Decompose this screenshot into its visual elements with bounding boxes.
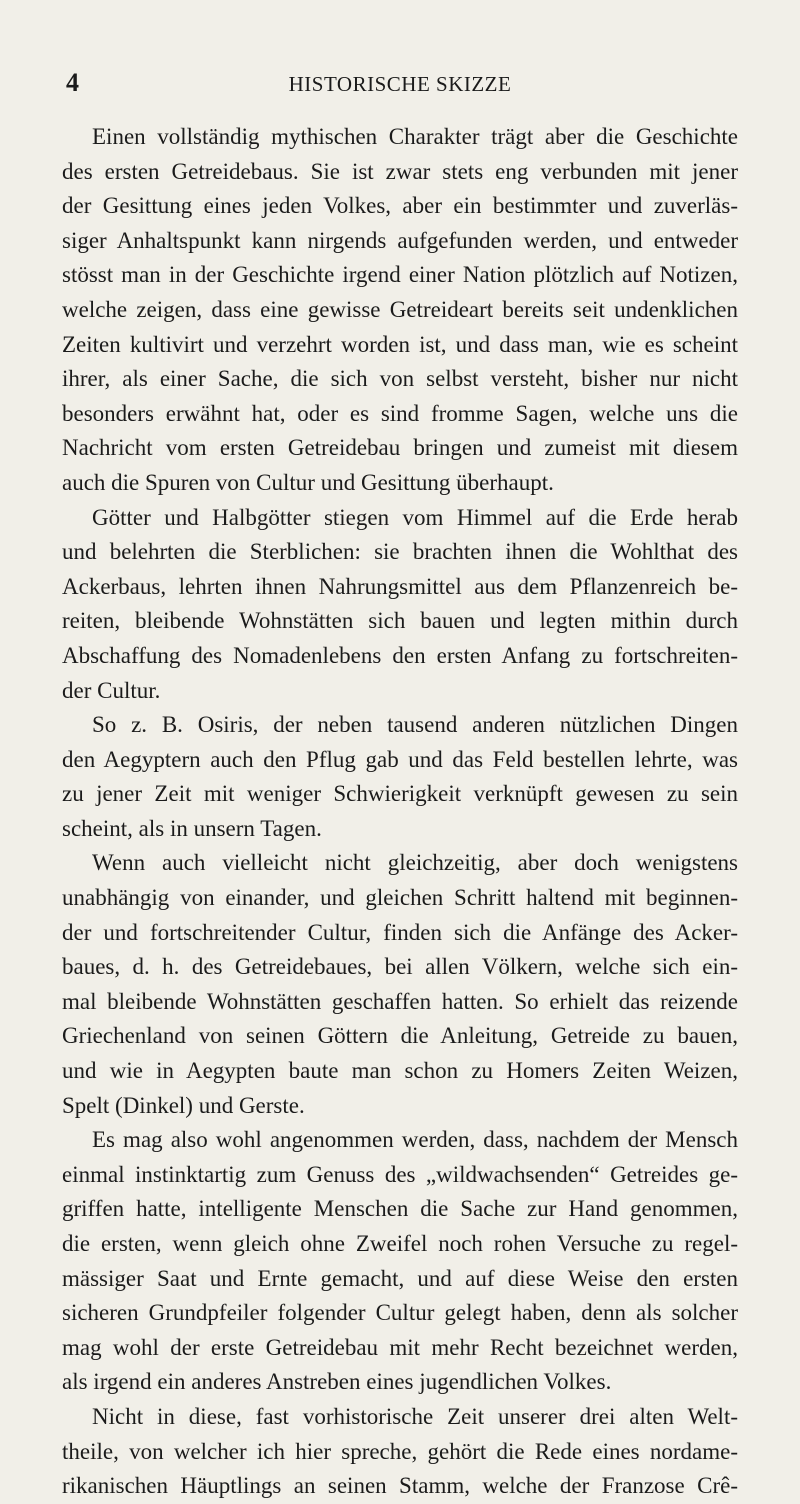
text-line: stösst man in der Geschichte irgend einer Nation plötzlich auf Notizen,	[62, 262, 738, 288]
text-line: und wie in Aegypten baute man schon zu Homers Zeiten Weizen,	[62, 1058, 738, 1084]
body-text	[62, 120, 738, 1504]
text-line: besonders erwähnt hat, oder es sind fromme Sagen, welche uns die	[62, 400, 738, 426]
text-line: Griechenland von seinen Göttern die Anleitung, Getreide zu bauen,	[62, 1023, 738, 1049]
text-line: siger Anhaltspunkt kann nirgends aufgefunden werden, und entweder	[62, 227, 738, 253]
text-line: Götter und Halbgötter stiegen vom Himmel auf die Erde herab	[92, 504, 738, 530]
text-line: der und fortschreitender Cultur, finden sich die Anfänge des Acker-	[62, 919, 738, 945]
text-line: Einen vollständig mythischen Charakter trägt aber die Geschichte	[92, 124, 738, 149]
text-line: des ersten Getreidebaus. Sie ist zwar stets eng verbunden mit jener	[62, 158, 738, 184]
text-line: Nicht in diese, fast vorhistorische Zeit unserer drei alten Welt-	[92, 1403, 738, 1429]
running-title: HISTORISCHE SKIZZE	[288, 72, 512, 96]
text-line: auch die Spuren von Cultur und Gesittung überhaupt.	[62, 469, 554, 495]
text-line: Spelt (Dinkel) und Gerste.	[62, 1092, 305, 1118]
text-line: unabhängig von einander, und gleichen Schritt haltend mit beginnen-	[62, 885, 738, 911]
text-line: der Gesittung eines jeden Volkes, aber ein bestimmter und zuverläs-	[62, 193, 738, 219]
text-line: Zeiten kultivirt und verzehrt worden ist, und dass man, wie es scheint	[62, 331, 738, 357]
text-line: und belehrten die Sterblichen: sie brachten ihnen die Wohlthat des	[62, 539, 738, 565]
text-line: theile, von welcher ich hier spreche, gehört die Rede eines nordame-	[62, 1438, 738, 1464]
page-header	[60, 68, 740, 98]
text-line: einmal instinktartig zum Genuss des „wildwachsenden“ Getreides ge-	[62, 1161, 738, 1187]
text-line: sicheren Grundpfeiler folgender Cultur gelegt haben, denn als solcher	[62, 1300, 738, 1326]
text-line: mässiger Saat und Ernte gemacht, und auf diese Weise den ersten	[62, 1265, 738, 1291]
text-line: Ackerbaus, lehrten ihnen Nahrungsmittel aus dem Pflanzenreich be-	[62, 573, 738, 599]
text-line: So z. B. Osiris, der neben tausend anderen nützlichen Dingen	[92, 712, 738, 738]
text-line: Abschaffung des Nomadenlebens den ersten Anfang zu fortschreiten-	[62, 642, 738, 668]
text-line: reiten, bleibende Wohnstätten sich bauen und legten mithin durch	[62, 608, 738, 634]
text-line: zu jener Zeit mit weniger Schwierigkeit verknüpft gewesen zu sein	[62, 781, 738, 807]
text-line: ihrer, als einer Sache, die sich von selbst versteht, bisher nur nicht	[62, 366, 738, 392]
text-line: den Aegyptern auch den Pflug gab und das Feld bestellen lehrte, was	[62, 746, 738, 772]
text-line: die ersten, wenn gleich ohne Zweifel noch rohen Versuche zu regel-	[62, 1231, 738, 1256]
text-line: Wenn auch vielleicht nicht gleichzeitig, aber doch wenigstens	[92, 850, 738, 876]
page-number: 4	[66, 68, 79, 97]
text-line: mag wohl der erste Getreidebau mit mehr Recht bezeichnet werden,	[62, 1334, 738, 1360]
text-line: Nachricht vom ersten Getreidebau bringen und zumeist mit diesem	[62, 435, 738, 461]
text-line: der Cultur.	[62, 677, 161, 703]
text-line: mal bleibende Wohnstätten geschaffen hatten. So erhielt das reizende	[62, 988, 738, 1014]
text-line: griffen hatte, intelligente Menschen die Sache zur Hand genommen,	[62, 1196, 738, 1222]
text-line: baues, d. h. des Getreidebaues, bei allen Völkern, welche sich ein-	[62, 954, 738, 980]
text-line: scheint, als in unsern Tagen.	[62, 815, 322, 841]
text-line: rikanischen Häuptlings an seinen Stamm, welche der Franzose Crê-	[62, 1473, 738, 1499]
text-line: welche zeigen, dass eine gewisse Getreideart bereits seit undenklichen	[62, 296, 738, 322]
text-line: Es mag also wohl angenommen werden, dass, nachdem der Mensch	[92, 1127, 738, 1153]
text-line: als irgend ein anderes Anstreben eines jugendlichen Volkes.	[62, 1369, 612, 1395]
